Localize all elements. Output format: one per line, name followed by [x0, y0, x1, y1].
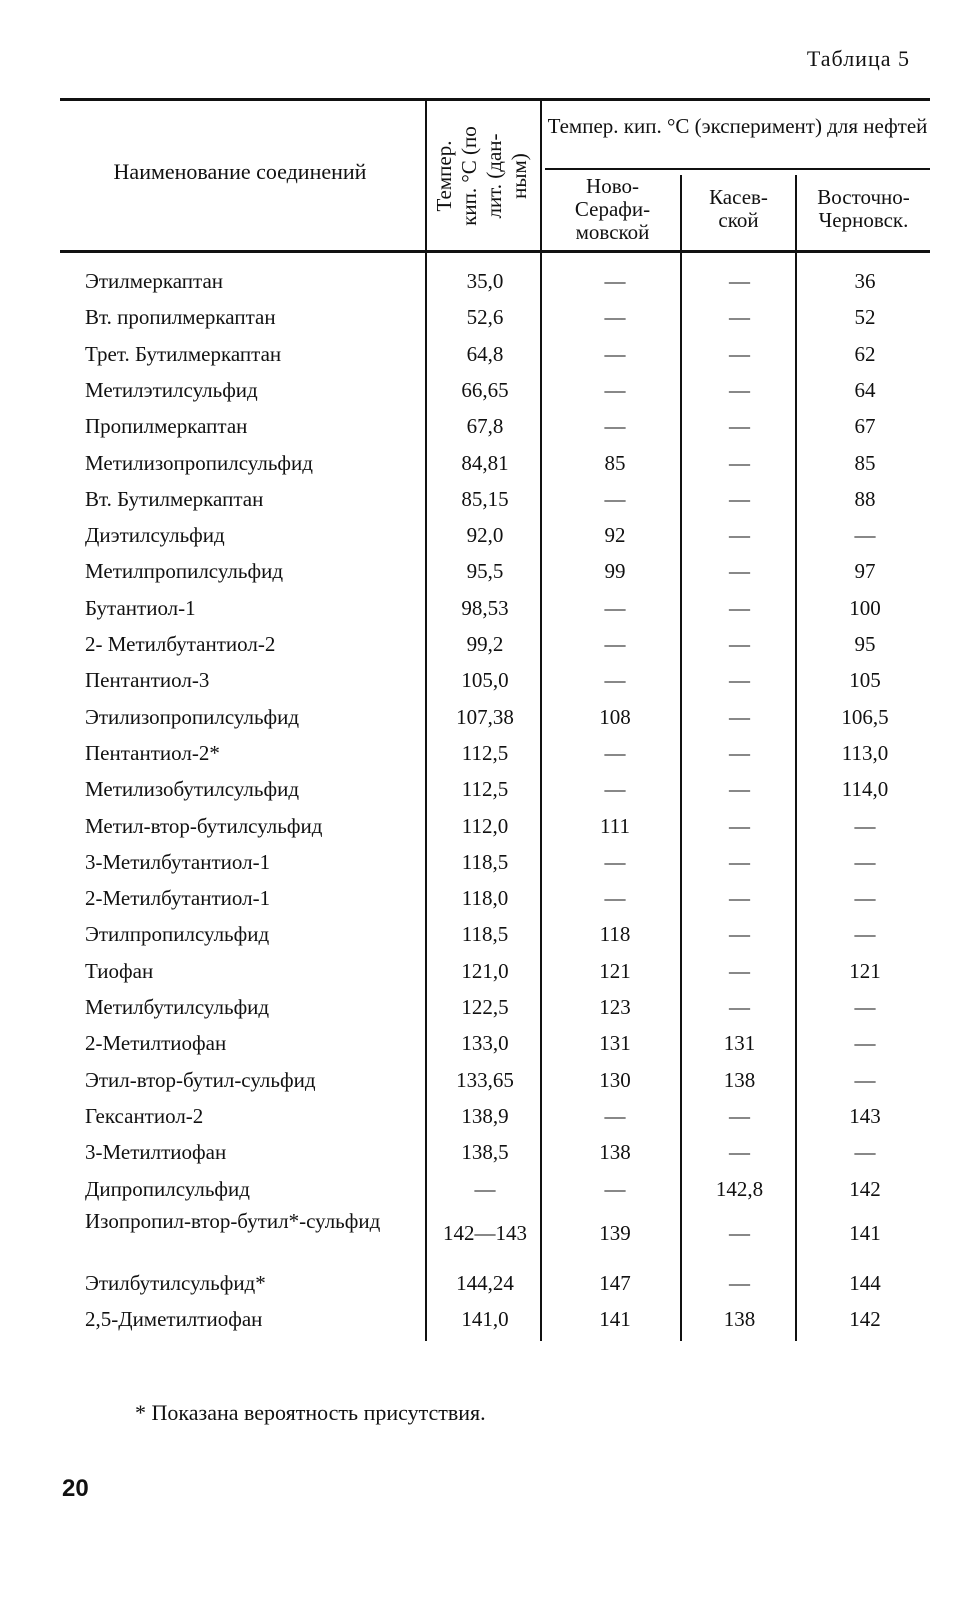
novoserafimovskoy-value: 138 [599, 1140, 631, 1165]
lit-temperature: 142—143 [443, 1220, 527, 1245]
kasevskoy-value: — [729, 849, 750, 874]
compound-name: Метилизобутилсульфид [85, 777, 300, 802]
header-sub-line: Касев- [709, 185, 768, 209]
vostochno-chernovsk-value: — [854, 922, 876, 947]
vostochno-chernovsk-value: 64 [854, 377, 876, 402]
header-sub-line: Ново- [586, 174, 639, 198]
kasevskoy-value: — [729, 341, 750, 366]
novoserafimovskoy-value: — [604, 377, 626, 402]
lit-temperature: 99,2 [466, 632, 504, 656]
compound-name: Пентантиол-2* [85, 740, 220, 765]
novoserafimovskoy-value: — [604, 849, 626, 874]
lit-temperature: 98,53 [461, 595, 509, 620]
vostochno-chernovsk-value: 88 [854, 486, 876, 511]
novoserafimovskoy-value: 130 [599, 1067, 631, 1092]
header-sub-vostochno-chernovsk [797, 186, 930, 232]
header-sub-line: ской [718, 208, 759, 232]
vostochno-chernovsk-value: 67 [854, 414, 876, 439]
kasevskoy-value: — [729, 813, 750, 838]
vostochno-chernovsk-value: 143 [849, 1103, 881, 1128]
vostochno-chernovsk-value: — [854, 1067, 876, 1092]
kasevskoy-value: — [729, 486, 750, 511]
novoserafimovskoy-value: — [604, 777, 626, 802]
lit-temperature: 141,0 [461, 1307, 509, 1332]
vostochno-chernovsk-value: — [854, 1140, 876, 1165]
novoserafimovskoy-value: 111 [600, 813, 630, 838]
lit-temperature: 144,24 [456, 1270, 514, 1295]
kasevskoy-value: — [729, 995, 750, 1019]
lit-temperature: 133,0 [461, 1031, 509, 1056]
compound-name: Метилбутилсульфид [85, 995, 270, 1019]
kasevskoy-value: — [729, 1140, 750, 1165]
table-top-rule [60, 98, 930, 101]
lit-temperature: 95,5 [466, 559, 504, 584]
vostochno-chernovsk-value: 114,0 [841, 777, 889, 802]
header-lit [425, 106, 539, 246]
lit-temperature: 85,15 [461, 486, 509, 511]
header-sub-novoserafimovskoy [545, 175, 680, 244]
vostochno-chernovsk-value: 97 [854, 559, 876, 584]
compound-name: Гексантиол-2 [85, 1103, 204, 1128]
kasevskoy-value: 138 [723, 1067, 756, 1092]
novoserafimovskoy-value: 118 [599, 922, 631, 947]
compound-name: Дипропилсульфид [85, 1176, 250, 1201]
vostochno-chernovsk-value: — [854, 1031, 876, 1056]
lit-temperature: 84,81 [461, 450, 509, 475]
compound-name: 2,5-Диметилтиофан [85, 1307, 263, 1332]
lit-temperature: 92,0 [466, 523, 504, 548]
novoserafimovskoy-value: 121 [599, 958, 631, 983]
vostochno-chernovsk-value: 144 [849, 1270, 881, 1295]
kasevskoy-value: — [729, 377, 750, 402]
col-divider-exp [540, 101, 542, 1341]
lit-temperature: 52,6 [466, 305, 504, 330]
vostochno-chernovsk-value: 62 [854, 341, 876, 366]
compound-name: 2- Метилбутантиол-2 [85, 632, 276, 656]
lit-temperature: 112,0 [461, 813, 509, 838]
lit-temperature: 64,8 [466, 341, 504, 366]
compound-name: Пропилмеркаптан [85, 414, 248, 439]
kasevskoy-value: — [729, 1103, 750, 1128]
kasevskoy-value: — [729, 958, 750, 983]
lit-temperature: 67,8 [466, 414, 504, 439]
header-sub-kasevskoy [682, 186, 795, 232]
compound-name: Этилпропилсульфид [85, 922, 270, 947]
novoserafimovskoy-value: 85 [604, 450, 626, 475]
vostochno-chernovsk-value: — [854, 849, 876, 874]
kasevskoy-value: — [729, 668, 750, 693]
kasevskoy-value: — [729, 559, 750, 584]
vostochno-chernovsk-value: 105 [849, 668, 881, 693]
header-lit-text [432, 106, 532, 246]
table-caption: Таблица 5 [806, 46, 910, 71]
novoserafimovskoy-value: 99 [604, 559, 626, 584]
lit-temperature: 112,5 [461, 740, 509, 765]
novoserafimovskoy-value: — [604, 269, 626, 293]
novoserafimovskoy-value: — [604, 1103, 626, 1128]
header-lit-line: ным) [507, 153, 531, 199]
lit-temperature: 105,0 [461, 668, 509, 693]
vostochno-chernovsk-value: 141 [849, 1220, 881, 1245]
kasevskoy-value: — [729, 777, 750, 802]
compound-name: Вт. Бутилмеркаптан [85, 486, 264, 511]
novoserafimovskoy-value: — [604, 668, 626, 693]
novoserafimovskoy-value: — [604, 341, 626, 366]
novoserafimovskoy-value: — [604, 595, 626, 620]
novoserafimovskoy-value: — [604, 305, 626, 330]
kasevskoy-value: 142,8 [715, 1176, 764, 1201]
compound-name: Этилбутилсульфид* [85, 1270, 266, 1295]
kasevskoy-value: — [729, 269, 750, 293]
lit-temperature: 35,0 [466, 269, 504, 293]
novoserafimovskoy-value: 92 [604, 523, 626, 548]
compound-name: Метилэтилсульфид [85, 377, 258, 402]
compound-name: Изопропил-втор-бутил*-сульфид [85, 1208, 381, 1233]
vostochno-chernovsk-value: — [854, 995, 876, 1019]
novoserafimovskoy-value: — [604, 740, 626, 765]
vostochno-chernovsk-value: 113,0 [841, 740, 889, 765]
novoserafimovskoy-value: — [604, 486, 626, 511]
header-experiment: Темпер. кип. °С (эксперимент) для нефтей [547, 114, 928, 138]
vostochno-chernovsk-value: 36 [854, 269, 876, 293]
kasevskoy-value: — [729, 305, 750, 330]
vostochno-chernovsk-value: — [854, 813, 876, 838]
vostochno-chernovsk-value: — [854, 523, 876, 548]
vostochno-chernovsk-value: — [854, 886, 876, 911]
kasevskoy-value: — [729, 740, 750, 765]
lit-temperature: 121,0 [461, 958, 509, 983]
kasevskoy-value: — [729, 450, 750, 475]
page-number: 20 [62, 1475, 89, 1502]
kasevskoy-value: — [729, 1220, 750, 1245]
vostochno-chernovsk-value: 142 [849, 1307, 881, 1332]
novoserafimovskoy-value: — [604, 414, 626, 439]
vostochno-chernovsk-value: 100 [849, 595, 881, 620]
compound-name: Трет. Бутилмеркаптан [85, 341, 282, 366]
compound-name: Диэтилсульфид [85, 523, 225, 548]
header-sub-line: мовской [575, 220, 650, 244]
lit-temperature: 118,5 [461, 849, 509, 874]
kasevskoy-value: — [729, 414, 750, 439]
novoserafimovskoy-value: 108 [599, 704, 631, 729]
compound-name: 2-Метилтиофан [85, 1031, 227, 1056]
vostochno-chernovsk-value: 95 [854, 632, 876, 656]
vostochno-chernovsk-value: 121 [849, 958, 881, 983]
lit-temperature: 118,0 [461, 886, 509, 911]
novoserafimovskoy-value: 123 [599, 995, 631, 1019]
compound-name: Метилпропилсульфид [85, 559, 284, 584]
novoserafimovskoy-value: — [604, 1176, 626, 1201]
kasevskoy-value: — [729, 704, 750, 729]
vostochno-chernovsk-value: 85 [854, 450, 876, 475]
header-bottom-rule [60, 250, 930, 253]
novoserafimovskoy-value: — [604, 632, 626, 656]
kasevskoy-value: — [729, 523, 750, 548]
compound-name: Тиофан [85, 958, 154, 983]
novoserafimovskoy-value: 139 [599, 1220, 631, 1245]
lit-temperature: 118,5 [461, 922, 509, 947]
compound-name: 3-Метилтиофан [85, 1140, 227, 1165]
kasevskoy-value: — [729, 886, 750, 911]
novoserafimovskoy-value: 141 [599, 1307, 631, 1332]
compound-name: 3-Метилбутантиол-1 [85, 849, 271, 874]
kasevskoy-value: — [729, 1270, 750, 1295]
footnote: * Показана вероятность присутствия. [135, 1400, 486, 1425]
lit-temperature: 107,38 [456, 704, 514, 729]
header-lit-line: лит. (дан- [482, 133, 506, 219]
header-lit-line: кип. °С (по [457, 126, 481, 226]
header-name: Наименование соединений [113, 159, 367, 184]
novoserafimovskoy-value: — [604, 886, 626, 911]
vostochno-chernovsk-value: 106,5 [841, 704, 889, 729]
novoserafimovskoy-value: 131 [599, 1031, 631, 1056]
header-sub-line: Восточно- [817, 185, 910, 209]
kasevskoy-value: — [729, 595, 750, 620]
lit-temperature: 66,65 [461, 377, 509, 402]
lit-temperature: 133,65 [456, 1067, 514, 1092]
kasevskoy-value: 138 [723, 1307, 756, 1332]
compound-name: Пентантиол-3 [85, 668, 210, 693]
lit-temperature: 138,5 [461, 1140, 509, 1165]
compound-name: Этилмеркаптан [85, 269, 224, 293]
lit-temperature: 122,5 [461, 995, 509, 1019]
compound-name: Метилизопропилсульфид [85, 450, 313, 475]
compound-name: Этилизопропилсульфид [85, 704, 300, 729]
kasevskoy-value: 131 [723, 1031, 756, 1056]
compound-name: 2-Метилбутантиол-1 [85, 886, 271, 911]
kasevskoy-value: — [729, 922, 750, 947]
header-sub-line: Черновск. [818, 208, 909, 232]
kasevskoy-value: — [729, 632, 750, 656]
vostochno-chernovsk-value: 52 [854, 305, 876, 330]
compound-name: Вт. пропилмеркаптан [85, 305, 276, 330]
novoserafimovskoy-value: 147 [599, 1270, 631, 1295]
lit-temperature: 112,5 [461, 777, 509, 802]
lit-temperature: 138,9 [461, 1103, 509, 1128]
lit-temperature: — [474, 1176, 496, 1201]
compound-name: Бутантиол-1 [85, 595, 196, 620]
vostochno-chernovsk-value: 142 [849, 1176, 881, 1201]
compound-name: Этил-втор-бутил-сульфид [85, 1067, 316, 1092]
header-sub-line: Серафи- [574, 197, 651, 221]
experiment-header-rule [545, 168, 930, 170]
compound-name: Метил-втор-бутилсульфид [85, 813, 323, 838]
header-lit-line: Темпер. [432, 140, 456, 212]
